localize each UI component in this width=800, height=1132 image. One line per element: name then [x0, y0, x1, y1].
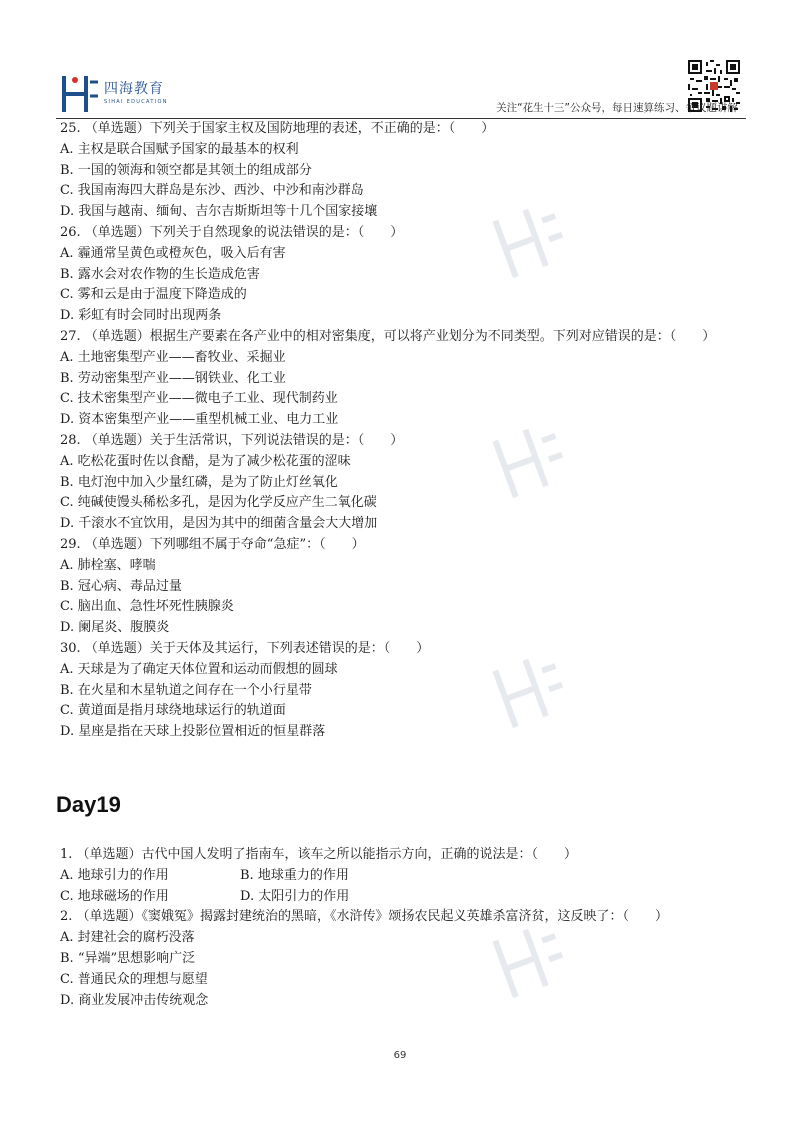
option-b: B. 电灯泡中加入少量红磷，是为了防止灯丝氧化: [60, 474, 338, 490]
option-d: D. 千滚水不宜饮用，是因为其中的细菌含量会大大增加: [60, 516, 378, 532]
question-list: [60, 119, 750, 743]
option-b: B. 露水会对农作物的生长造成危害: [60, 266, 260, 282]
option-d: D. 阑尾炎、腹膜炎: [60, 620, 170, 636]
question-stem: 25. （单选题）下列关于国家主权及国防地理的表述，不正确的是：（ ）: [60, 121, 495, 136]
option-b: B. 在火星和木星轨道之间存在一个小行星带: [60, 682, 312, 698]
option-a: A. 土地密集型产业——畜牧业、采掘业: [60, 349, 286, 365]
option-c: C. 我国南海四大群岛是东沙、西沙、中沙和南沙群岛: [60, 183, 364, 199]
option-b: B. “异端”思想影响广泛: [60, 950, 196, 966]
question-2: [60, 907, 750, 1011]
option-d: D. 星座是指在天球上投影位置相近的恒星群落: [60, 724, 326, 740]
header-note: 关注“花生十三”公众号，每日速算练习、争议题讲解: [496, 102, 738, 114]
page-number: 69: [393, 1050, 407, 1061]
option-d: D. 商业发展冲击传统观念: [60, 992, 209, 1008]
question-30: [60, 639, 750, 743]
question-stem: 30. （单选题）关于天体及其运行，下列表述错误的是：（ ）: [60, 640, 430, 656]
option-b: B. 一国的领海和领空都是其领土的组成部分: [60, 162, 312, 178]
option-a: A. 吃松花蛋时佐以食醋，是为了减少松花蛋的涩味: [60, 453, 351, 469]
option-c: C. 技术密集型产业——微电子工业、现代制药业: [60, 391, 338, 407]
option-d: D. 太阳引力的作用: [240, 888, 350, 904]
option-a: A. 天球是为了确定天体位置和运动而假想的圆球: [60, 661, 338, 677]
option-row: [60, 866, 750, 887]
question-stem: 27. （单选题）根据生产要素在各产业中的相对密集度，可以将产业划分为不同类型。下列对应错误的是：（ ）: [60, 328, 716, 344]
option-d: D. 资本密集型产业——重型机械工业、电力工业: [60, 412, 339, 428]
option-c: C. 黄道面是指月球绕地球运行的轨道面: [60, 703, 286, 719]
brand-name-cn: 四海教育: [104, 81, 164, 97]
option-a: A. 封建社会的腐朽没落: [60, 930, 195, 946]
brand-logo: [60, 72, 180, 116]
option-c: C. 普通民众的理想与愿望: [60, 971, 208, 987]
question-stem: 26. （单选题）下列关于自然现象的说法错误的是：（ ）: [60, 224, 404, 240]
question-27: [60, 327, 750, 431]
option-d: D. 彩虹有时会同时出现两条: [60, 308, 222, 324]
option-a: A. 肺栓塞、哮喘: [60, 557, 156, 573]
question-28: [60, 431, 750, 535]
option-b: B. 劳动密集型产业——钢铁业、化工业: [60, 370, 286, 386]
brand-name-en: SIHAI EDUCATION: [104, 99, 168, 105]
option-a: A. 主权是联合国赋予国家的最基本的权利: [60, 141, 299, 157]
option-d: D. 我国与越南、缅甸、吉尔吉斯斯坦等十几个国家接壤: [60, 204, 378, 220]
option-c: C. 纯碱使馒头稀松多孔，是因为化学反应产生二氧化碳: [60, 495, 377, 511]
option-b: B. 地球重力的作用: [240, 867, 349, 883]
brand-logo-mark: [60, 72, 100, 116]
option-c: C. 地球磁场的作用: [60, 888, 169, 904]
question-26: [60, 223, 750, 327]
question-29: [60, 535, 750, 639]
question-stem: 28. （单选题）关于生活常识，下列说法错误的是：（ ）: [60, 432, 404, 448]
question-list-day19: [60, 845, 750, 1011]
question-25: [60, 119, 750, 223]
option-b: B. 冠心病、毒品过量: [60, 578, 182, 594]
option-c: C. 雾和云是由于温度下降造成的: [60, 287, 247, 303]
day-heading: Day19: [56, 792, 121, 817]
question-1: [60, 845, 750, 907]
question-stem: 1. （单选题）古代中国人发明了指南车，该车之所以能指示方向，正确的说法是：（ ）: [60, 847, 578, 862]
page-header: [0, 0, 800, 120]
option-row: [60, 887, 750, 908]
option-c: C. 脑出血、急性坏死性胰腺炎: [60, 599, 234, 615]
question-stem: 29. （单选题）下列哪组不属于夺命“急症”：（ ）: [60, 536, 365, 552]
question-stem: 2. （单选题）《窦娥冤》揭露封建统治的黑暗，《水浒传》颂扬农民起义英雄杀富济贫，这反映了：（ ）: [60, 909, 669, 925]
option-a: A. 霾通常呈黄色或橙灰色，吸入后有害: [60, 245, 286, 261]
option-a: A. 地球引力的作用: [60, 867, 169, 883]
